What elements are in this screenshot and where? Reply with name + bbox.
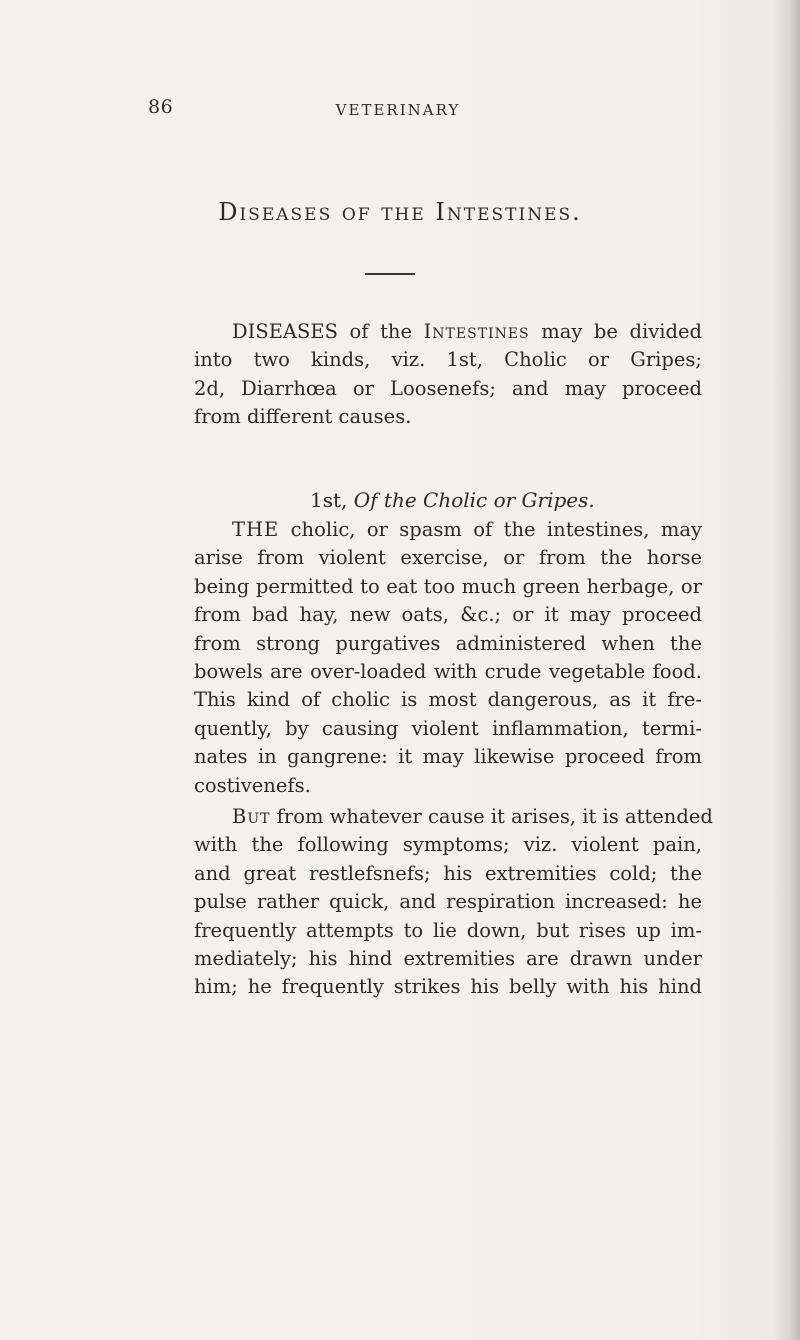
cholic-line-9: nates in gangrene: it may likewise proceed from xyxy=(194,745,702,769)
section-heading xyxy=(310,488,595,512)
cholic-line-6: bowels are over-loaded with crude vegetable food. xyxy=(194,660,702,684)
symptoms-line-1-text: from whatever cause it arises, it is attended xyxy=(276,805,713,828)
symptoms-paragraph xyxy=(194,803,713,1002)
running-head: VETERINARY xyxy=(335,101,461,119)
cholic-line-10: costivenefs. xyxy=(194,773,311,797)
intro-intestines: Intestines xyxy=(423,320,530,343)
symptoms-line-7: him; he frequently strikes his belly with his hind xyxy=(194,975,702,999)
cholic-line-7: This kind of cholic is most dangerous, as it fre- xyxy=(194,688,702,712)
symptoms-line-4: pulse rather quick, and respiration increased: he xyxy=(194,890,702,914)
symptoms-line-6: mediately; his hind extremities are drawn under xyxy=(194,947,702,971)
cholic-line-1 xyxy=(194,516,702,544)
intro-line-1 xyxy=(194,318,702,346)
cholic-lead: THE xyxy=(232,518,280,541)
cholic-line-1-text: cholic, or spasm of the intestines, may xyxy=(290,518,702,541)
title-rule xyxy=(365,273,415,275)
symptoms-line-3: and great restlefsnefs; his extremities cold; the xyxy=(194,861,702,885)
section-title: Of the Cholic or Gripes. xyxy=(353,488,595,512)
intro-lead: DISEASES xyxy=(232,320,338,343)
symptoms-line-5: frequently attempts to lie down, but rises up im- xyxy=(194,918,702,942)
cholic-line-4: from bad hay, new oats, &c.; or it may proceed xyxy=(194,603,702,627)
intro-line-3: 2d, Diarrhœa or Loosenefs; and may proceed xyxy=(194,376,702,400)
cholic-line-8: quently, by causing violent inflammation, termi- xyxy=(194,716,702,740)
section-prefix: 1st, xyxy=(310,488,348,512)
symptoms-lead: But xyxy=(232,805,271,828)
symptoms-line-2: with the following symptoms; viz. violent pain, xyxy=(194,833,702,857)
cholic-line-5: from strong purgatives administered when the xyxy=(194,631,702,655)
intro-of-the: of the xyxy=(349,320,413,343)
cholic-paragraph xyxy=(194,516,702,800)
intro-line-2: into two kinds, viz. 1st, Cholic or Gripes; xyxy=(194,348,702,372)
intro-line-4: from different causes. xyxy=(194,405,412,429)
page-edge-shadow xyxy=(772,0,800,1340)
page-number: 86 xyxy=(148,96,174,118)
intro-line-1-text: may be divided xyxy=(541,320,702,343)
cholic-line-3: being permitted to eat too much green herbage, or xyxy=(194,574,702,598)
intro-paragraph xyxy=(194,318,702,432)
symptoms-line-1 xyxy=(194,803,713,831)
chapter-title: Diseases of the Intestines. xyxy=(218,198,582,226)
cholic-line-2: arise from violent exercise, or from the horse xyxy=(194,546,702,570)
